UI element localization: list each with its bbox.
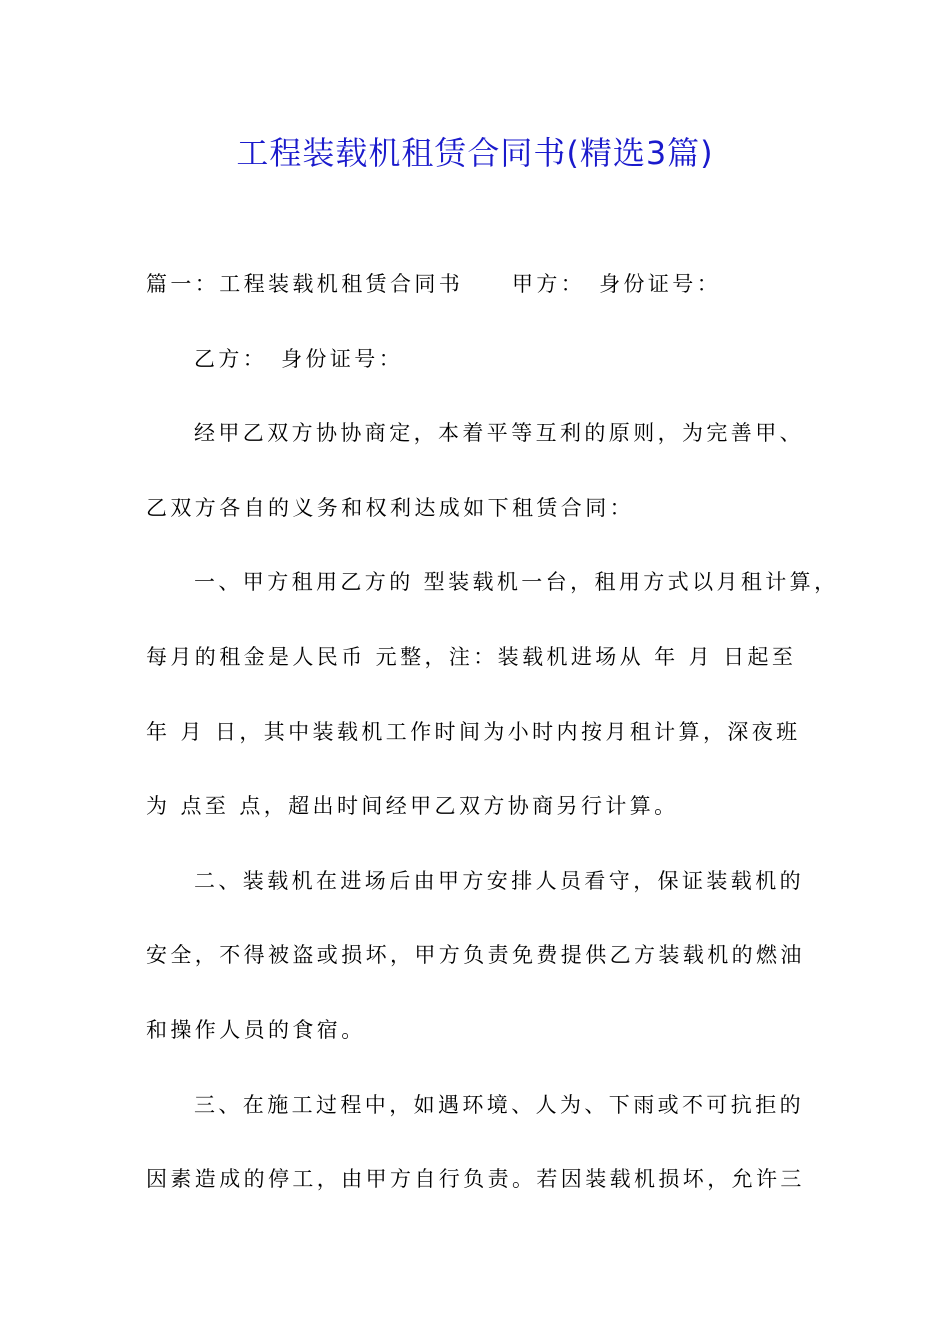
text-line: 安全，不得被盗或损坏，甲方负责免费提供乙方装载机的燃油 [146,943,805,968]
text-line: 二、装载机在进场后由甲方安排人员看守，保证装载机的 [194,868,804,893]
text-line: 为 点至 点，超出时间经甲乙双方协商另行计算。 [146,794,679,819]
text-line: 篇一：工程装载机租赁合同书 甲方： 身份证号： [146,272,722,296]
text-line: 一、甲方租用乙方的 型装载机一台，租用方式以月租计算， [194,570,839,595]
document-body [146,262,839,1232]
text-line: 每月的租金是人民币 元整，注：装载机进场从 年 月 日起至 [146,644,797,669]
text-line: 因素造成的停工，由甲方自行负责。若因装载机损坏，允许三 [146,1167,805,1192]
document-title: 工程装载机租赁合同书(精选3篇) [236,134,714,172]
text-line: 和操作人员的食宿。 [146,1017,366,1042]
text-line: 乙双方各自的义务和权利达成如下租赁合同： [146,495,634,520]
text-line: 经甲乙双方协协商定，本着平等互利的原则，为完善甲、 [194,421,804,446]
text-line: 年 月 日，其中装载机工作时间为小时内按月租计算，深夜班 [146,719,801,744]
text-line: 乙方： 身份证号： [194,346,404,371]
text-line: 三、在施工过程中，如遇环境、人为、下雨或不可抗拒的 [194,1092,804,1117]
